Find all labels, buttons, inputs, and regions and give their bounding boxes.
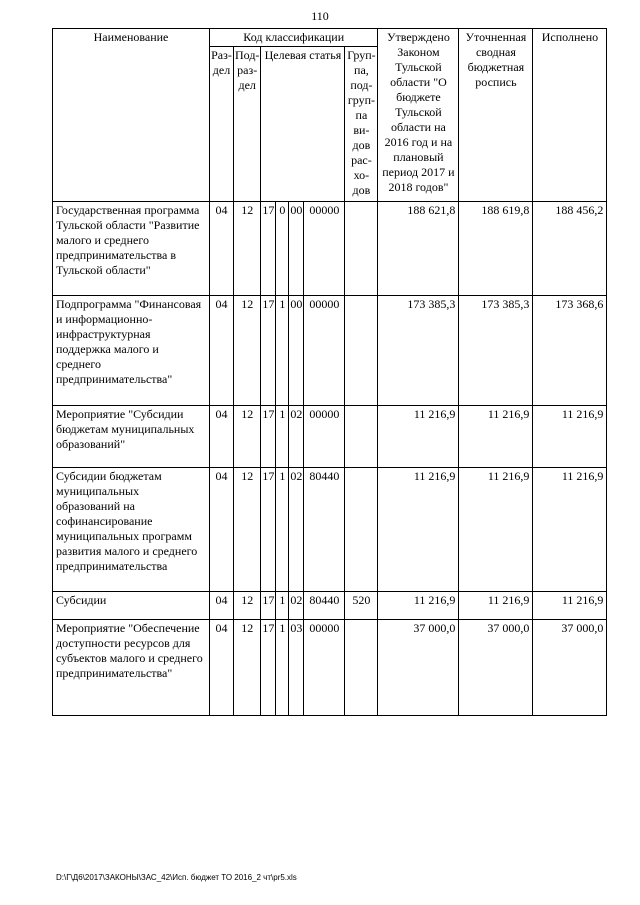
row-target-program: 17	[261, 468, 276, 592]
row-name: Государственная программа Тульской области "Развитие малого и среднего предпринимательства в Тульской области"	[53, 202, 210, 296]
table-row	[53, 406, 607, 468]
row-section: 04	[210, 202, 234, 296]
row-name: Субсидии	[53, 592, 210, 620]
header-executed: Исполнено	[533, 29, 607, 202]
table-row	[53, 202, 607, 296]
row-target-direction: 00000	[304, 620, 345, 716]
table-row	[53, 620, 607, 716]
row-subsection: 12	[234, 406, 261, 468]
table-row	[53, 296, 607, 406]
row-target-program: 17	[261, 296, 276, 406]
row-target-program: 17	[261, 406, 276, 468]
row-name: Мероприятие "Обеспечение доступности ресурсов для субъектов малого и среднего предпринимательства"	[53, 620, 210, 716]
row-executed: 11 216,9	[533, 406, 607, 468]
row-expense-group	[345, 620, 378, 716]
row-target-direction: 80440	[304, 592, 345, 620]
row-name: Субсидии бюджетам муниципальных образований на софинансирование муниципальных программ развития малого и среднего предпринимательства	[53, 468, 210, 592]
row-subsection: 12	[234, 202, 261, 296]
row-section: 04	[210, 592, 234, 620]
row-subsection: 12	[234, 468, 261, 592]
row-target-program: 17	[261, 592, 276, 620]
row-target-subprogram: 1	[276, 296, 289, 406]
row-expense-group	[345, 296, 378, 406]
row-section: 04	[210, 468, 234, 592]
row-target-event: 03	[289, 620, 304, 716]
header-name: Наименование	[53, 29, 210, 202]
row-revised: 37 000,0	[459, 620, 533, 716]
row-subsection: 12	[234, 620, 261, 716]
row-executed: 37 000,0	[533, 620, 607, 716]
row-target-event: 00	[289, 296, 304, 406]
row-name: Мероприятие "Субсидии бюджетам муниципальных образований"	[53, 406, 210, 468]
row-target-event: 02	[289, 592, 304, 620]
row-approved: 11 216,9	[378, 468, 459, 592]
row-revised: 188 619,8	[459, 202, 533, 296]
row-section: 04	[210, 406, 234, 468]
header-classification: Код классификации	[210, 29, 378, 47]
header-target-article: Целевая статья	[261, 47, 345, 202]
row-expense-group	[345, 406, 378, 468]
row-target-event: 02	[289, 406, 304, 468]
table-row	[53, 592, 607, 620]
row-revised: 173 385,3	[459, 296, 533, 406]
row-target-direction: 00000	[304, 406, 345, 468]
page-number: 110	[311, 9, 329, 23]
row-target-program: 17	[261, 202, 276, 296]
row-target-direction: 00000	[304, 202, 345, 296]
row-section: 04	[210, 620, 234, 716]
row-executed: 11 216,9	[533, 592, 607, 620]
header-subsection: Под-раз-дел	[234, 47, 261, 202]
row-section: 04	[210, 296, 234, 406]
header-revised: Уточненная сводная бюджетная роспись	[459, 29, 533, 202]
row-target-subprogram: 1	[276, 592, 289, 620]
row-expense-group: 520	[345, 592, 378, 620]
row-executed: 11 216,9	[533, 468, 607, 592]
row-revised: 11 216,9	[459, 592, 533, 620]
row-approved: 11 216,9	[378, 406, 459, 468]
row-target-event: 00	[289, 202, 304, 296]
row-target-subprogram: 1	[276, 620, 289, 716]
budget-table	[52, 28, 607, 716]
row-target-subprogram: 1	[276, 468, 289, 592]
row-target-event: 02	[289, 468, 304, 592]
row-executed: 173 368,6	[533, 296, 607, 406]
row-target-program: 17	[261, 620, 276, 716]
header-approved: Утверждено Законом Тульской области "О бюджете Тульской области на 2016 год и на плановый период 2017 и 2018 годов"	[378, 29, 459, 202]
row-approved: 173 385,3	[378, 296, 459, 406]
row-subsection: 12	[234, 592, 261, 620]
row-revised: 11 216,9	[459, 406, 533, 468]
row-approved: 188 621,8	[378, 202, 459, 296]
row-target-direction: 00000	[304, 296, 345, 406]
row-revised: 11 216,9	[459, 468, 533, 592]
table-row	[53, 468, 607, 592]
row-approved: 11 216,9	[378, 592, 459, 620]
header-expense-group: Груп-па, под-груп-па ви-дов рас-хо-дов	[345, 47, 378, 202]
row-approved: 37 000,0	[378, 620, 459, 716]
row-executed: 188 456,2	[533, 202, 607, 296]
file-path-footer: D:\Г\Д6\2017\ЗАКОНЫ\ЗАС_42\Исп. бюджет ТО 2016_2 чт\pr5.xls	[56, 873, 297, 882]
row-target-subprogram: 0	[276, 202, 289, 296]
row-expense-group	[345, 202, 378, 296]
row-name: Подпрограмма "Финансовая и информационно-инфраструктурная поддержка малого и среднего предпринимательства"	[53, 296, 210, 406]
row-target-subprogram: 1	[276, 406, 289, 468]
row-target-direction: 80440	[304, 468, 345, 592]
row-expense-group	[345, 468, 378, 592]
row-subsection: 12	[234, 296, 261, 406]
header-section: Раз-дел	[210, 47, 234, 202]
